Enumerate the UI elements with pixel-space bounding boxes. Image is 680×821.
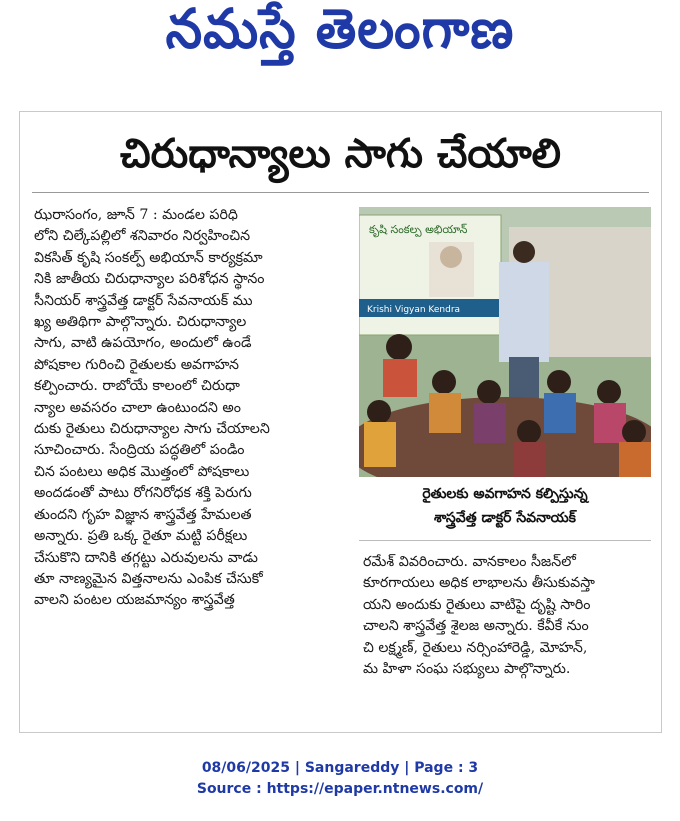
text-line: అన్నారు. ప్రతి ఒక్క రైతూ మట్టి పరీక్షలు [34,528,248,545]
text-line: తూ నాణ్యమైన విత్తనాలను ఎంపిక చేసుకో [34,570,263,587]
article-column-2 [363,552,653,680]
text-line: వికసిత్ కృషి సంకల్ప్ అభియాన్ కార్యక్రమా [34,249,263,266]
text-line: పోషకాల గురించి రైతులకు అవగాహన [34,356,239,373]
caption-line: శాస్త్రవేత్త డాక్టర్ సేవనాయక్ [434,510,576,526]
text-line: లోని చిల్కేపల్లిలో శనివారం నిర్వహించిన [34,228,251,245]
text-line: అందడంతో పాటు రోగనిరోధక శక్తి పెరుగు [34,485,252,502]
text-line: రమేశ్ వివరించారు. వానకాలం సీజన్‌లో [363,554,576,570]
text-line: దుకు రైతులు చిరుధాన్యాల సాగు చేయాలని [34,421,270,438]
text-line: కల్పించారు. రాబోయే కాలంలో చిరుధా [34,378,240,395]
footer-edition-info: 08/06/2025 | Sangareddy | Page : 3 [201,760,479,776]
text-line: ఖ్య అతిథిగా పాల్గొన్నారు. చిరుధాన్యాల [34,314,247,331]
banner-text: కృషి సంకల్ప అభియాన్ [369,223,468,236]
masthead [0,0,680,72]
text-line: సాగు, వాటి ఉపయోగం, అందులో ఉండే [34,335,252,352]
photo-illustration [359,207,651,477]
article-clipping [19,111,662,733]
text-line: న్యాల అవసరం చాలా ఉంటుందని అం [34,399,241,416]
footer-source-link[interactable]: Source : https://epaper.ntnews.com/ [196,781,484,797]
article-headline: చిరుధాన్యాలు సాగు చేయాలి [120,130,561,177]
caption-divider [359,540,651,541]
text-line: నికి జాతీయ చిరుధాన్యాల పరిశోధన స్థానం [34,271,265,288]
text-line: ఝరాసంగం, జూన్ 7 : మండల పరిధి [34,207,238,223]
text-line: చేసుకొని దానికి తగ్గట్టు ఎరువులను వాడు [34,549,258,566]
text-line: చాలని శాస్త్రవేత్త శైలజ అన్నారు. కేవీకే నుం [363,618,589,635]
text-line: సీనియర్ శాస్త్రవేత్త డాక్టర్ సేవనాయక్ ము [34,292,253,309]
headline-rule [32,192,649,193]
article-column-1 [34,205,352,612]
photo-caption [359,482,651,530]
text-line: తుందని గృహ విజ్ఞాన శాస్త్రవేత్త హేమలత [34,506,252,523]
kvk-label: Krishi Vigyan Kendra [367,305,461,315]
text-line: చిన పంటలు అధిక మొత్తంలో పోషకాలు [34,463,250,480]
article-photo [359,207,651,477]
text-line: చి లక్ష్మణ్, రైతులు నర్సింహారెడ్డి, మోహన్, [363,639,588,656]
masthead-title: నమస్తే తెలంగాణ [165,0,515,62]
text-line: వాలని పంటల యజమాన్యం శాస్త్రవేత్త [34,592,235,609]
text-line: మ హిళా సంఘ సభ్యులు పాల్గొన్నారు. [363,661,571,678]
text-line: సూచించారు. సేంద్రియ పద్ధతిలో పండిం [34,442,245,459]
text-line: కూరగాయలు అధిక లాభాలను తీసుకువస్తా [363,575,595,592]
text-line: యని అందుకు రైతులు వాటిపై దృష్టి సారిం [363,596,591,613]
caption-line: రైతులకు అవగాహన కల్పిస్తున్న [422,486,588,502]
